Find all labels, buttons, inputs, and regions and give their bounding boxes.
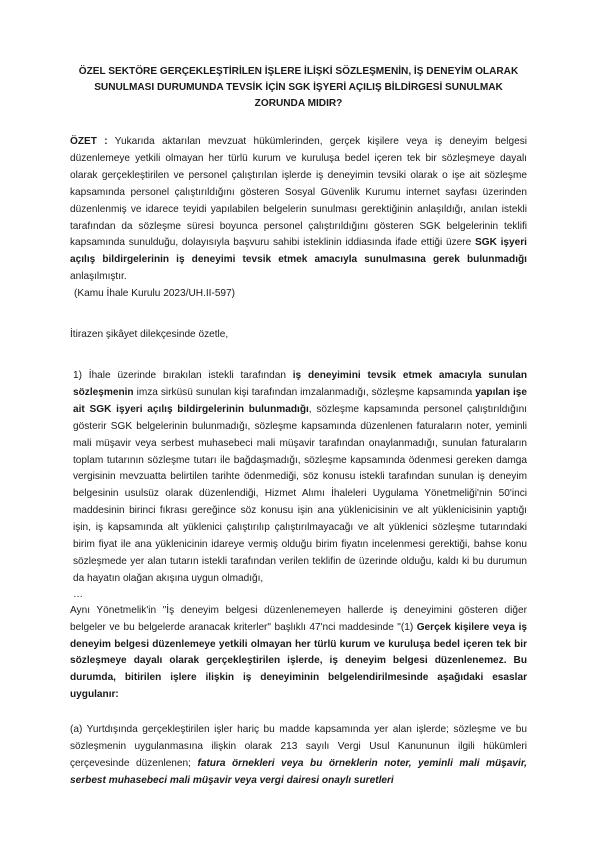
- summary-label: ÖZET :: [70, 136, 108, 147]
- claim-text-a: 1) İhale üzerinde bırakılan istekli tarafından: [73, 369, 293, 381]
- objection-intro: İtirazen şikâyet dilekçesinde özetle,: [70, 329, 229, 341]
- summary-text-end: anlaşılmıştır.: [70, 271, 127, 283]
- claim-bold-a: iş deneyimini tevsik etmek amacıyla sunulan sözleşmenin: [73, 369, 527, 398]
- document-page: [70, 64, 527, 790]
- document-title: ÖZEL SEKTÖRE GERÇEKLEŞTİRİLEN İŞLERE İLİŞKİ SÖZLEŞMENİN, İŞ DENEYİM OLARAK SUNULMASI DURUMUNDA TEVSİK İÇİN SGK İŞYERİ AÇILIŞ BİLDİRGESİ SUNULMAK ZORUNDA MIDIR?: [78, 66, 519, 109]
- item-a-text: (a) Yurtdışında gerçekleştirilen işler hariç bu madde kapsamında yer alan işlerde; sözleşme ve bu sözleşmenin uygulanmasına ilişkin olarak 213 sayılı Vergi Usul Kanununun ilgili hükümleri çerçevesinde düzenlenen;: [70, 724, 527, 769]
- summary-paragraph: [70, 134, 527, 286]
- regulation-paragraph: [70, 603, 527, 704]
- claim-bold-b: yapılan işe ait SGK işyeri açılış bildirgelerinin bulunmadığı: [73, 386, 527, 415]
- regulation-bold-text: Gerçek kişilere veya iş deneyim belgesi düzenlemeye yetkili olmayan her türlü kurum ve kuruluşa bedel içeren tek bir sözleşmeye dayalı olarak gerçekleştirilen işlerde, iş deneyim belgesi düzenlenemez. Bu durumda, bitirilen işlere ilişkin iş deneyiminin belgelendirilmesinde aşağıdaki esaslar uygulanır:: [70, 621, 527, 701]
- summary-bold-text: SGK işyeri açılış bildirgelerinin iş deneyimi tevsik etmek amacıyla sunulmasına gerek bulunmadığı: [70, 237, 527, 266]
- claim-paragraph-1: [70, 368, 527, 588]
- summary-text: Yukarıda aktarılan mevzuat hükümlerinden, gerçek kişilere veya iş deneyim belgesi düzenlemeye yetkili olmayan her türlü kurum ve kuruluşa bedel içeren tek bir sözleşmeye dayalı olarak gerçekleştirilen ve personel çalıştırılan işlerde iş deneyimin tevsiki olarak o işe ait sözleşme kapsamında personel çalıştırıldığını gösteren Sosyal Güvenlik Kurumu internet sayfası üzerinden düzenlenmiş ve idarece teyidi yapılabilen belgelerin sunulması gerektiğinin anlaşıldığı, anılan istekli tarafından da sözleşme süresi boyunca personel çalıştırıldığını gösteren SGK belgelerinin teklifi kapsamında sunulduğu, dolayısıyla başvuru sahibi isteklinin iddiasında ifade ettiği üzere: [70, 136, 527, 249]
- ellipsis: …: [73, 588, 84, 600]
- item-a-bold-italic: fatura örnekleri veya bu örneklerin noter, yeminli mali müşavir, serbest muhasebeci mali müşavir veya vergi dairesi onaylı suretleri: [70, 758, 527, 786]
- claim-text-c: , sözleşme kapsamında personel çalıştırıldığını gösterir SGK belgelerinin bulunmadığı, sözleşme kapsamında düzenlenen faturaların noter, yeminli mali müşavir veya serbest muhasebeci mali müşavir tarafından onaylanmadığı, sunulan faturaların toplam tutarının sözleşme tutarı ile bağdaşmadığı, sözleşme kapsamında ödenmesi gereken damga vergisinin mevzuatta belirtilen tarihte ödenmediği, söz konusu istekli tarafından sunulan iş deneyim belgesinin usulsüz olarak düzenlendiği, Hizmet Alımı İhaleleri Uygulama Yönetmeliği'nin 50'inci maddesinin birinci fıkrası gereğince söz konusu işin ana yüklenicisinin ve alt yüklenicisinin yaptığı işin, iş kapsamında alt yüklenici çalıştırılıp çalıştırılmayacağı ve alt yüklenici sözleşme tutarındaki birim fiyat ile ana yüklenicinin idareye vermiş olduğu birim fiyatın incelenmesi gerektiği, bahse konu sözleşmede yer alan tutarın istekli tarafından verilen teklifin de üzerinde olduğu, kaldı ki bu durumun da hayatın olağan akışına uygun olmadığı,: [73, 403, 527, 584]
- regulation-text: Aynı Yönetmelik'in "İş deneyim belgesi düzenlenemeyen hallerde iş deneyimini gösteren diğer belgeler ve bu belgelerde aranacak kriterler" başlıklı 47'nci maddesinde "(1): [70, 604, 527, 633]
- claim-text-b: imza sirküsü sunulan kişi tarafından imzalanmadığı, sözleşme kapsamında: [133, 386, 476, 398]
- decision-reference: (Kamu İhale Kurulu 2023/UH.II-597): [74, 288, 236, 300]
- regulation-item-a: [70, 722, 527, 790]
